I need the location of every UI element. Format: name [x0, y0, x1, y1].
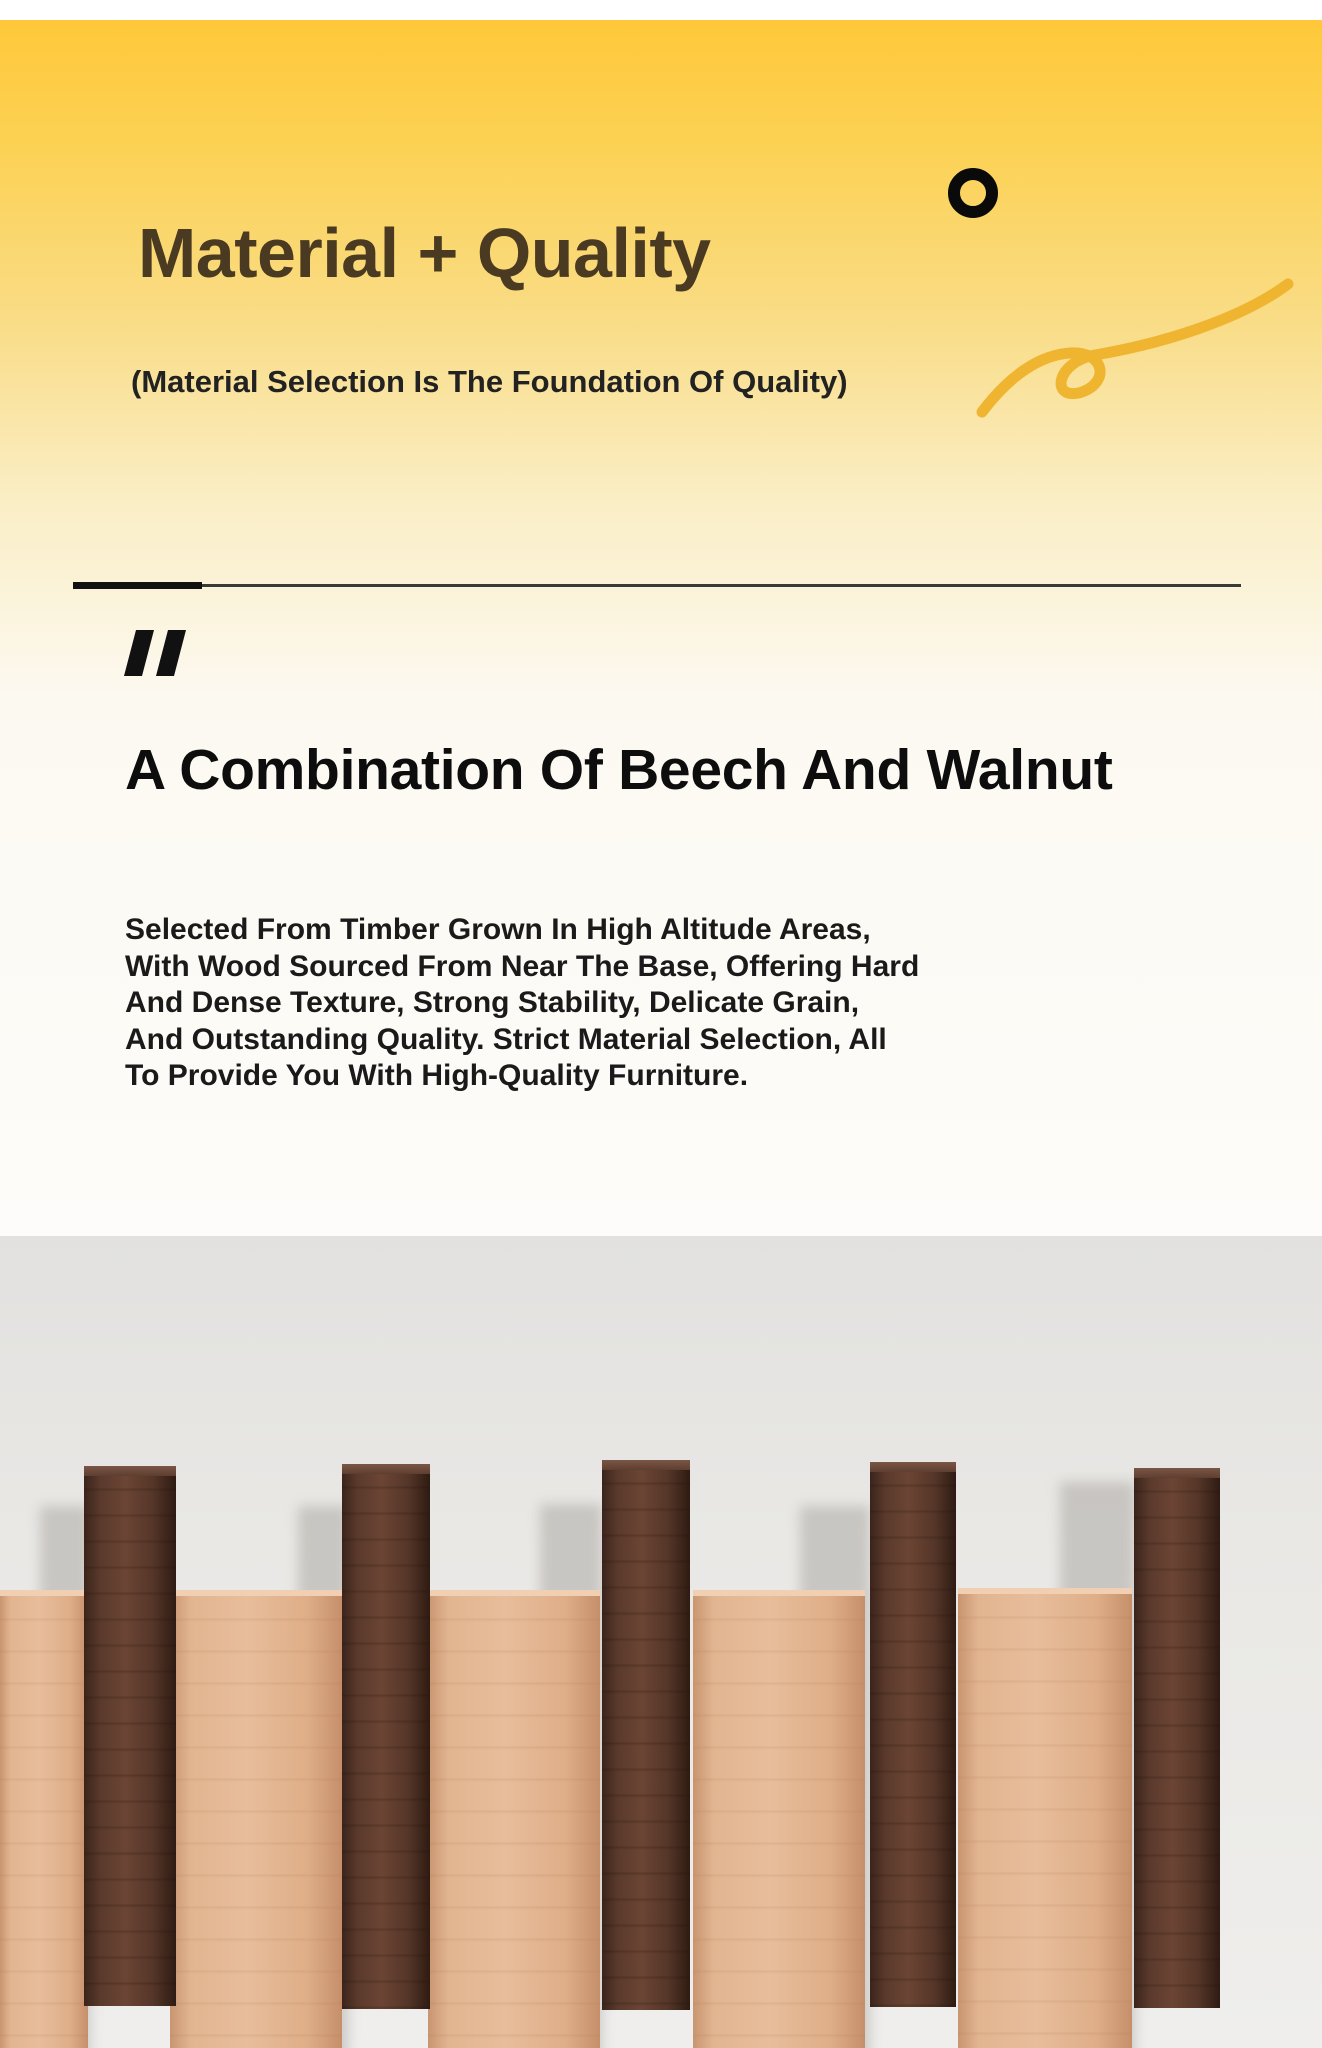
walnut-block [1134, 1468, 1220, 2008]
quote-mark-icon [122, 620, 192, 680]
feature-description: Selected From Timber Grown In High Altitude Areas, With Wood Sourced From Near The Base, Offering Hard And Dense Texture, Strong Stability, Delicate Grain, And Outstanding Quality. Strict Material Selection, All To Provide You With High-Quality Furniture. [125, 913, 920, 1092]
walnut-block [84, 1466, 176, 2006]
beech-block [958, 1588, 1132, 2048]
section-title: Material + Quality [138, 214, 711, 292]
wood-samples-photo [0, 1236, 1322, 2048]
walnut-block [602, 1460, 690, 2010]
walnut-block [870, 1462, 956, 2007]
beech-block [428, 1590, 600, 2048]
section-subtitle: (Material Selection Is The Foundation Of Quality) [131, 364, 848, 399]
beech-block [693, 1590, 865, 2048]
feature-heading: A Combination Of Beech And Walnut [125, 738, 1113, 802]
walnut-block [342, 1464, 430, 2009]
section-divider [73, 584, 1241, 587]
decorative-swirl-icon [930, 150, 1310, 440]
divider-accent [73, 582, 202, 589]
beech-block [0, 1590, 88, 2048]
top-white-strip [0, 0, 1322, 20]
ring-icon [954, 174, 992, 212]
swirl-stroke [982, 284, 1288, 412]
beech-block [170, 1590, 342, 2048]
